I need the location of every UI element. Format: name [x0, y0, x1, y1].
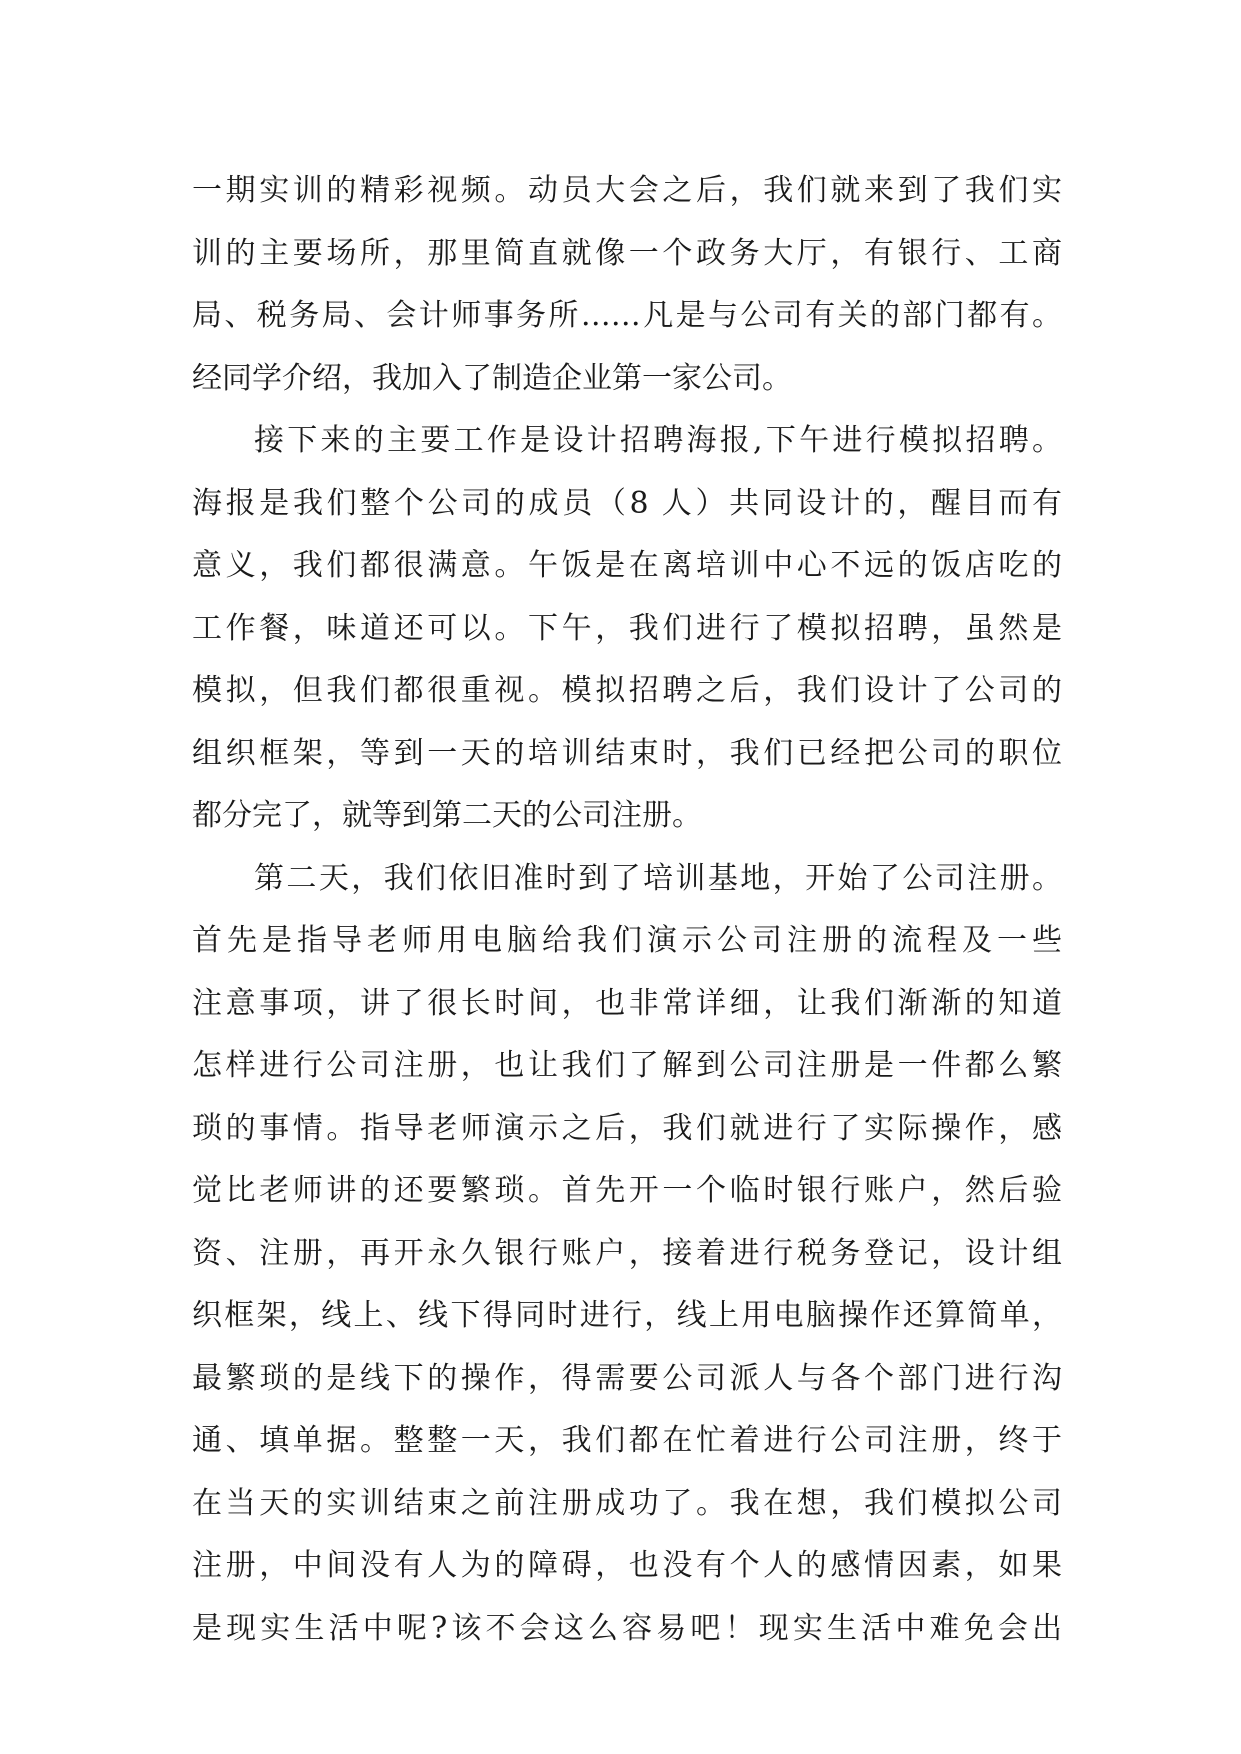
text-line: 海报是我们整个公司的成员（8 人）共同设计的，醒目而有 — [192, 485, 1062, 521]
text-line: 局、税务局、会计师事务所……凡是与公司有关的部门都有。 — [192, 298, 1062, 333]
text-line: 训的主要场所，那里简直就像一个政务大厅，有银行、工商 — [192, 235, 1062, 271]
text-line: 最繁琐的是线下的操作，得需要公司派人与各个部门进行沟 — [192, 1360, 1062, 1396]
text-line: 在当天的实训结束之前注册成功了。我在想，我们模拟公司 — [192, 1485, 1062, 1521]
text-line: 通、填单据。整整一天，我们都在忙着进行公司注册，终于 — [192, 1423, 1062, 1458]
body-text — [192, 160, 1062, 1660]
text-line: 接下来的主要工作是设计招聘海报,下午进行模拟招聘。 — [254, 423, 1062, 458]
text-line: 琐的事情。指导老师演示之后，我们就进行了实际操作，感 — [192, 1110, 1062, 1146]
text-line: 怎样进行公司注册，也让我们了解到公司注册是一件都么繁 — [192, 1048, 1062, 1083]
text-line: 是现实生活中呢?该不会这么容易吧！现实生活中难免会出 — [192, 1610, 1062, 1646]
text-line: 注意事项，讲了很长时间，也非常详细，让我们渐渐的知道 — [192, 985, 1062, 1021]
text-line: 组织框架，等到一天的培训结束时，我们已经把公司的职位 — [192, 735, 1062, 771]
text-line: 工作餐，味道还可以。下午，我们进行了模拟招聘，虽然是 — [192, 610, 1062, 646]
text-line: 觉比老师讲的还要繁琐。首先开一个临时银行账户，然后验 — [192, 1173, 1062, 1208]
text-line: 注册，中间没有人为的障碍，也没有个人的感情因素，如果 — [192, 1548, 1062, 1583]
text-line: 一期实训的精彩视频。动员大会之后，我们就来到了我们实 — [192, 173, 1062, 208]
text-line: 模拟，但我们都很重视。模拟招聘之后，我们设计了公司的 — [192, 673, 1062, 708]
text-line: 意义，我们都很满意。午饭是在离培训中心不远的饭店吃的 — [192, 548, 1062, 583]
text-line: 都分完了，就等到第二天的公司注册。 — [192, 798, 702, 833]
text-line: 经同学介绍，我加入了制造企业第一家公司。 — [192, 360, 792, 396]
text-line: 首先是指导老师用电脑给我们演示公司注册的流程及一些 — [192, 923, 1062, 958]
text-line: 资、注册，再开永久银行账户，接着进行税务登记，设计组 — [192, 1235, 1062, 1271]
text-line: 织框架，线上、线下得同时进行，线上用电脑操作还算简单， — [192, 1298, 1062, 1333]
text-line: 第二天，我们依旧准时到了培训基地，开始了公司注册。 — [254, 860, 1062, 896]
